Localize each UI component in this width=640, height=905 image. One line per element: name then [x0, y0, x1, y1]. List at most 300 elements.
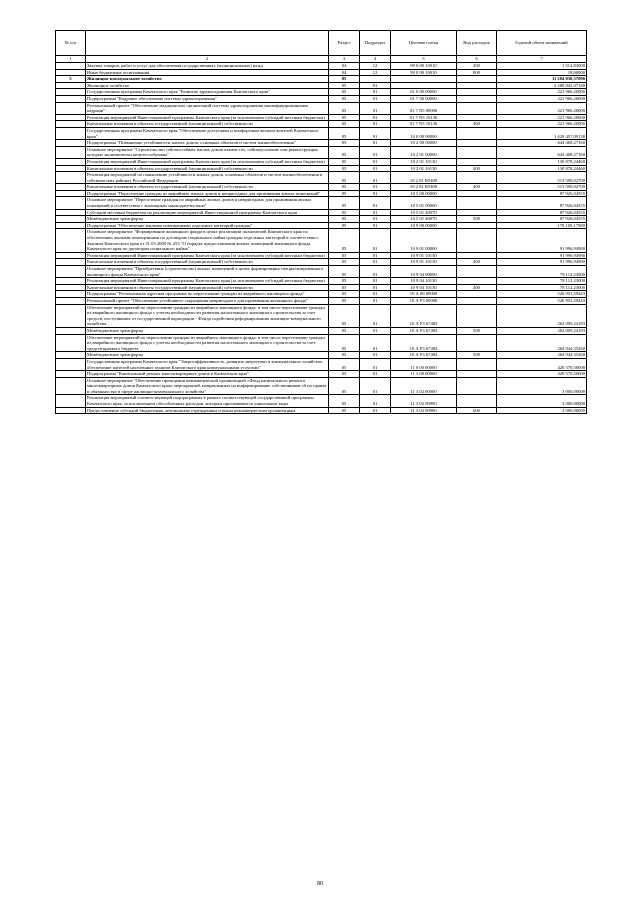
table-row [56, 284, 587, 291]
cell-article: 10 2 00 00000 [391, 140, 457, 147]
cell-name: Капитальные вложения в объекты государственной (муниципальной) собственности [86, 121, 329, 128]
table-row [56, 407, 587, 414]
cell-podrazdel: 01 [360, 304, 391, 327]
cell-article: 10 5 01 40070 [391, 209, 457, 216]
cell-name: Капитальные вложения в объекты государственной (муниципальной) собственности [86, 284, 329, 291]
cell-razdel: 04 [329, 69, 360, 76]
cell-name: Капитальные вложения в объекты государственной (муниципальной) собственности [86, 165, 329, 172]
cell-sum: 264 944,35260 [497, 334, 587, 352]
cell-article: 01 7 N5 00000 [391, 102, 457, 114]
column-number: 3 [329, 56, 360, 63]
cell-razdel: 05 [329, 114, 360, 121]
table-row [56, 297, 587, 304]
cell-sum: 78 112,23000 [497, 266, 587, 278]
cell-sum: 420 570,50000 [497, 371, 587, 378]
cell-row-number [56, 407, 86, 414]
cell-podrazdel: 01 [360, 102, 391, 114]
cell-vid [457, 158, 497, 165]
cell-row-number [56, 69, 86, 76]
cell-name: Региональный проект "Обеспечение устойчивого сокращения непригодного для проживания жилищного фонда" [86, 297, 329, 304]
cell-razdel: 05 [329, 127, 360, 139]
cell-vid [457, 114, 497, 121]
cell-row-number [56, 222, 86, 229]
cell-vid [457, 209, 497, 216]
cell-podrazdel: 01 [360, 327, 391, 334]
cell-razdel: 05 [329, 76, 360, 83]
cell-sum: 87 926,04555 [497, 190, 587, 197]
cell-article: 10 9 04 10130 [391, 284, 457, 291]
cell-sum: 1 429 457,09138 [497, 127, 587, 139]
table-row [56, 371, 587, 378]
cell-row-number [56, 89, 86, 96]
cell-name: Предоставление субсидий бюджетным, автономным учреждениям и иным некоммерческим организациям [86, 407, 329, 414]
cell-sum: 221 966,20000 [497, 114, 587, 121]
cell-vid [457, 252, 497, 259]
header-no: № п/п [56, 31, 86, 56]
cell-name: Жилищно-коммунальное хозяйство [86, 76, 329, 83]
table-row [56, 165, 587, 172]
cell-sum: 3 000,00000 [497, 377, 587, 395]
cell-podrazdel: 01 [360, 395, 391, 407]
cell-name: Региональный проект "Обеспечение медицинских организаций системы здравоохранения квалифицированными кадрами" [86, 102, 329, 114]
cell-name: Подпрограмма "Кадровое обеспечение системы здравоохранения" [86, 95, 329, 102]
cell-vid [457, 102, 497, 114]
cell-sum: 262 009,24183 [497, 304, 587, 327]
cell-row-number [56, 352, 86, 359]
cell-razdel: 05 [329, 209, 360, 216]
cell-article: 10 А F3 67483 [391, 327, 457, 334]
cell-name: Реализация мероприятий Инвестиционной программы Камчатского края (за исключением субсидий местным бюджетам) [86, 278, 329, 285]
cell-row-number [56, 266, 86, 278]
cell-sum: 91 996,94980 [497, 259, 587, 266]
cell-vid [457, 222, 497, 229]
cell-razdel: 05 [329, 284, 360, 291]
cell-name: Закупка товаров, работ и услуг для обеспечения государственных (муниципальных) нужд [86, 63, 329, 70]
cell-vid [457, 197, 497, 209]
table-row [56, 259, 587, 266]
cell-sum: 3 000,00000 [497, 395, 587, 407]
cell-name: Реализация мероприятий по повышению устойчивости жилых домов, основных объектов и систем жизнеобеспечения в сейсмических районах Российской Федерации [86, 172, 329, 184]
cell-name: Основное мероприятие "Формирование жилищного фонда в целях реализации полномочий Камчатского края по обеспечению жилыми помещениями по договорам социального найма граждан отдельных категорий в соответствии с Законом Камчатского края от 31.03.2009 № 253 "О порядке предоставления жилых помещений жилищного фонда Камчатского края по договорам социального найма" [86, 229, 329, 252]
cell-vid [457, 229, 497, 252]
cell-row-number [56, 190, 86, 197]
column-number: 5 [391, 56, 457, 63]
cell-razdel: 05 [329, 266, 360, 278]
cell-razdel: 05 [329, 140, 360, 147]
cell-podrazdel: 01 [360, 259, 391, 266]
cell-row-number [56, 291, 86, 298]
cell-podrazdel: 01 [360, 158, 391, 165]
cell-sum: 2 280 042,07180 [497, 82, 587, 89]
table-row [56, 76, 587, 83]
cell-vid [457, 278, 497, 285]
cell-article: 11 3 02 09990 [391, 395, 457, 407]
cell-podrazdel: 01 [360, 334, 391, 352]
page-number: 80 [317, 881, 323, 887]
cell-podrazdel: 01 [360, 121, 391, 128]
cell-razdel: 05 [329, 327, 360, 334]
cell-sum: 262 009,24183 [497, 327, 587, 334]
cell-name: Подпрограмма "Региональная адресная программа по переселению граждан из аварийного жилищного фонда" [86, 291, 329, 298]
cell-podrazdel: 01 [360, 229, 391, 252]
cell-vid [457, 304, 497, 327]
cell-row-number [56, 259, 86, 266]
cell-podrazdel: 01 [360, 377, 391, 395]
cell-row-number [56, 252, 86, 259]
cell-podrazdel: 01 [360, 127, 391, 139]
table-row [56, 327, 587, 334]
cell-row-number: 5 [56, 76, 86, 83]
cell-sum: 513 590,02700 [497, 172, 587, 184]
cell-vid: 400 [457, 184, 497, 191]
cell-article: 10 9 00 00000 [391, 222, 457, 229]
cell-razdel: 05 [329, 89, 360, 96]
cell-podrazdel [360, 76, 391, 83]
column-number: 7 [497, 56, 587, 63]
cell-razdel: 05 [329, 197, 360, 209]
table-row [56, 63, 587, 70]
cell-razdel: 05 [329, 158, 360, 165]
cell-razdel: 05 [329, 190, 360, 197]
cell-vid [457, 82, 497, 89]
cell-podrazdel: 01 [360, 278, 391, 285]
cell-vid [457, 371, 497, 378]
cell-podrazdel: 01 [360, 371, 391, 378]
cell-razdel: 05 [329, 297, 360, 304]
cell-name: Основное мероприятие "Приобретение (строительство) жилых помещений в целях формирования специализированного жилищного фонда Камчатского края" [86, 266, 329, 278]
table-row [56, 334, 587, 352]
cell-sum: 91 996,94980 [497, 252, 587, 259]
cell-podrazdel: 01 [360, 352, 391, 359]
cell-razdel: 05 [329, 102, 360, 114]
cell-vid: 500 [457, 352, 497, 359]
cell-article [391, 76, 457, 83]
cell-name: Государственная программа Камчатского края "Обеспечение доступным и комфортным жильем жителей Камчатского края" [86, 127, 329, 139]
table-row [56, 89, 587, 96]
cell-vid: 500 [457, 216, 497, 223]
cell-name: Основное мероприятие "Переселение граждан из аварийных жилых домов и непригодных для проживания жилых помещений в соответствии с жилищным законодательством" [86, 197, 329, 209]
column-number: 2 [86, 56, 329, 63]
cell-article: 10 9 01 10130 [391, 252, 457, 259]
cell-name: Жилищное хозяйство [86, 82, 329, 89]
cell-name: Межбюджетные трансферты [86, 216, 329, 223]
cell-name: Основное мероприятие "Обеспечение проведения некоммерческой организацией «Фонд капитального ремонта многоквартирных домов Камчатского края» мероприятий, направленных на информирование собственников об их правах и обязанностях в сфере жилищно-коммунального хозяйства" [86, 377, 329, 395]
cell-razdel: 05 [329, 184, 360, 191]
cell-razdel: 05 [329, 395, 360, 407]
cell-article: 10 А F3 00000 [391, 297, 457, 304]
table-row [56, 291, 587, 298]
cell-razdel: 05 [329, 252, 360, 259]
cell-vid [457, 291, 497, 298]
cell-row-number [56, 216, 86, 223]
cell-article: 10 9 04 10130 [391, 278, 457, 285]
cell-sum: 78 112,23000 [497, 284, 587, 291]
cell-row-number [56, 172, 86, 184]
cell-razdel: 05 [329, 278, 360, 285]
cell-name: Государственная программа Камчатского края "Энергоэффективность, развитие энергетики и коммунального хозяйства, обеспечение жителей населенных пунктов Камчатского края коммунальными услугами" [86, 358, 329, 370]
cell-sum: 644 468,27160 [497, 140, 587, 147]
cell-article: 10 2 01 10130 [391, 165, 457, 172]
cell-sum: 513 590,02700 [497, 184, 587, 191]
cell-podrazdel: 01 [360, 297, 391, 304]
cell-sum: 221 966,20000 [497, 121, 587, 128]
cell-row-number [56, 358, 86, 370]
cell-article: 99 0 00 10010 [391, 69, 457, 76]
cell-name: Межбюджетные трансферты [86, 327, 329, 334]
cell-vid [457, 266, 497, 278]
cell-sum: 264 944,35260 [497, 352, 587, 359]
table-body [56, 63, 587, 414]
cell-article: 10 5 01 40070 [391, 216, 457, 223]
cell-podrazdel: 01 [360, 407, 391, 414]
cell-name: Реализация мероприятий Инвестиционной программы Камчатского края (за исключением субсидий местным бюджетам) [86, 252, 329, 259]
cell-row-number [56, 304, 86, 327]
cell-name: Субсидии местным бюджетам на реализацию мероприятий Инвестиционной программы Камчатского края [86, 209, 329, 216]
cell-article: 11 3 02 09990 [391, 407, 457, 414]
cell-podrazdel: 01 [360, 140, 391, 147]
cell-article: 10 2 01 R5400 [391, 184, 457, 191]
cell-podrazdel: 01 [360, 252, 391, 259]
cell-razdel: 05 [329, 352, 360, 359]
cell-row-number [56, 284, 86, 291]
cell-sum: 87 926,04555 [497, 216, 587, 223]
cell-row-number [56, 165, 86, 172]
cell-row-number [56, 327, 86, 334]
cell-article: 10 9 04 00000 [391, 266, 457, 278]
cell-vid [457, 172, 497, 184]
table-row [56, 82, 587, 89]
cell-razdel: 05 [329, 377, 360, 395]
cell-razdel: 05 [329, 146, 360, 158]
cell-vid: 600 [457, 407, 497, 414]
cell-article: 01 0 00 00000 [391, 89, 457, 96]
cell-vid [457, 127, 497, 139]
cell-row-number [56, 297, 86, 304]
cell-article: 10 А F3 67484 [391, 334, 457, 352]
cell-row-number [56, 377, 86, 395]
cell-sum: 644 468,27160 [497, 146, 587, 158]
column-number: 6 [457, 56, 497, 63]
table-row [56, 121, 587, 128]
cell-row-number [56, 184, 86, 191]
cell-row-number [56, 127, 86, 139]
cell-article [391, 82, 457, 89]
cell-vid [457, 358, 497, 370]
cell-vid [457, 297, 497, 304]
cell-podrazdel: 01 [360, 146, 391, 158]
cell-sum: 87 926,04555 [497, 197, 587, 209]
cell-article: 10 2 01 00000 [391, 146, 457, 158]
cell-razdel: 05 [329, 95, 360, 102]
cell-sum: 11 284 030,57096 [497, 76, 587, 83]
table-row [56, 377, 587, 395]
table-row [56, 127, 587, 139]
table-row [56, 229, 587, 252]
table-row [56, 304, 587, 327]
cell-article: 10 9 01 10130 [391, 259, 457, 266]
cell-razdel: 05 [329, 82, 360, 89]
cell-podrazdel: 01 [360, 358, 391, 370]
cell-name: Обеспечение мероприятий по переселению граждан из аварийного жилищного фонда, в том числе переселению граждан из аварийного жилищного фонда с учетом необходимости развития малоэтажного жилищного строительства за счет средств краевого бюджета [86, 334, 329, 352]
cell-razdel: 05 [329, 334, 360, 352]
cell-sum: 18,00000 [497, 69, 587, 76]
cell-article: 99 0 00 10010 [391, 63, 457, 70]
cell-sum: 526 953,59443 [497, 297, 587, 304]
cell-article: 11 3 00 00000 [391, 371, 457, 378]
cell-razdel: 05 [329, 172, 360, 184]
cell-row-number [56, 197, 86, 209]
cell-sum: 420 570,50000 [497, 358, 587, 370]
cell-row-number [56, 229, 86, 252]
header-name [86, 31, 329, 56]
cell-name: Реализация мероприятий Инвестиционной программы Камчатского края (за исключением субсидий местным бюджетам) [86, 114, 329, 121]
cell-vid: 400 [457, 284, 497, 291]
cell-podrazdel: 01 [360, 165, 391, 172]
cell-name: Подпрограмма "Капитальный ремонт многоквартирных домов в Камчатском крае" [86, 371, 329, 378]
cell-name: Государственная программа Камчатского края "Развитие здравоохранения Камчатского края" [86, 89, 329, 96]
table-row [56, 222, 587, 229]
cell-podrazdel: 01 [360, 114, 391, 121]
cell-podrazdel: 01 [360, 222, 391, 229]
cell-razdel: 05 [329, 229, 360, 252]
cell-article: 01 7 N5 10130 [391, 121, 457, 128]
cell-article: 10 А F3 67483 [391, 304, 457, 327]
cell-row-number [56, 158, 86, 165]
cell-sum: 130 878,24460 [497, 158, 587, 165]
table-row [56, 69, 587, 76]
cell-article: 10 А 00 00000 [391, 291, 457, 298]
cell-podrazdel: 12 [360, 63, 391, 70]
budget-table [55, 30, 587, 414]
cell-vid: 400 [457, 259, 497, 266]
cell-row-number [56, 209, 86, 216]
cell-podrazdel: 01 [360, 95, 391, 102]
cell-sum: 526 953,59443 [497, 291, 587, 298]
cell-razdel: 05 [329, 121, 360, 128]
cell-vid [457, 146, 497, 158]
cell-vid [457, 76, 497, 83]
cell-article: 01 7 00 00000 [391, 95, 457, 102]
table-row [56, 358, 587, 370]
header-article: Целевая статья [391, 31, 457, 56]
cell-vid [457, 377, 497, 395]
cell-row-number [56, 146, 86, 158]
cell-row-number [56, 95, 86, 102]
cell-article: 10 9 01 00000 [391, 229, 457, 252]
cell-vid: 400 [457, 165, 497, 172]
column-number-row [56, 56, 587, 63]
table-row [56, 146, 587, 158]
cell-razdel: 05 [329, 358, 360, 370]
cell-name: Капитальные вложения в объекты государственной (муниципальной) собственности [86, 184, 329, 191]
cell-vid: 800 [457, 69, 497, 76]
table-row [56, 158, 587, 165]
cell-vid: 200 [457, 63, 497, 70]
cell-podrazdel: 01 [360, 172, 391, 184]
budget-table-page [55, 30, 586, 414]
cell-sum: 3 000,00000 [497, 407, 587, 414]
cell-row-number [56, 395, 86, 407]
table-row [56, 190, 587, 197]
cell-article: 01 7 N5 10130 [391, 114, 457, 121]
cell-vid [457, 140, 497, 147]
table-row [56, 102, 587, 114]
cell-podrazdel: 01 [360, 89, 391, 96]
cell-vid: 400 [457, 121, 497, 128]
table-row [56, 114, 587, 121]
cell-article: 11 0 00 00000 [391, 358, 457, 370]
cell-vid: 500 [457, 327, 497, 334]
cell-article: 10 2 01 10130 [391, 158, 457, 165]
cell-article: 10 А F3 67484 [391, 352, 457, 359]
cell-razdel: 05 [329, 304, 360, 327]
cell-podrazdel: 01 [360, 209, 391, 216]
cell-sum: 221 966,20000 [497, 102, 587, 114]
cell-vid [457, 190, 497, 197]
table-row [56, 172, 587, 184]
cell-razdel: 05 [329, 165, 360, 172]
table-row [56, 352, 587, 359]
cell-row-number [56, 140, 86, 147]
cell-vid [457, 395, 497, 407]
cell-vid [457, 95, 497, 102]
cell-sum: 221 966,20000 [497, 89, 587, 96]
cell-vid [457, 89, 497, 96]
cell-name: Реализация мероприятий Инвестиционной программы Камчатского края (за исключением субсидий местным бюджетам) [86, 158, 329, 165]
cell-name: Капитальные вложения в объекты государственной (муниципальной) собственности [86, 259, 329, 266]
cell-razdel: 05 [329, 407, 360, 414]
table-row [56, 140, 587, 147]
cell-sum: 91 996,94980 [497, 229, 587, 252]
table-row [56, 395, 587, 407]
cell-podrazdel: 01 [360, 184, 391, 191]
header-volume: Годовой объем назначений [497, 31, 587, 56]
cell-podrazdel: 12 [360, 69, 391, 76]
cell-row-number [56, 102, 86, 114]
table-row [56, 252, 587, 259]
cell-razdel: 04 [329, 63, 360, 70]
cell-podrazdel: 01 [360, 82, 391, 89]
cell-name: Подпрограмма "Повышение устойчивости жилых домов, основных объектов и систем жизнеобеспечения" [86, 140, 329, 147]
cell-sum: 78 112,23000 [497, 278, 587, 285]
cell-name: Межбюджетные трансферты [86, 352, 329, 359]
table-row [56, 216, 587, 223]
table-row [56, 266, 587, 278]
table-row [56, 95, 587, 102]
cell-row-number [56, 82, 86, 89]
cell-sum: 170 109,17980 [497, 222, 587, 229]
cell-razdel: 05 [329, 291, 360, 298]
cell-row-number [56, 371, 86, 378]
cell-razdel: 05 [329, 259, 360, 266]
cell-row-number [56, 63, 86, 70]
cell-article: 10 5 01 00000 [391, 197, 457, 209]
cell-sum: 87 926,04555 [497, 209, 587, 216]
header-razdel: Раздел [329, 31, 360, 56]
cell-row-number [56, 121, 86, 128]
cell-article: 10 0 00 00000 [391, 127, 457, 139]
cell-name: Иные бюджетные ассигнования [86, 69, 329, 76]
cell-row-number [56, 278, 86, 285]
cell-podrazdel: 01 [360, 291, 391, 298]
table-row [56, 278, 587, 285]
header-podrazdel: Подраздел [360, 31, 391, 56]
cell-name: Реализация мероприятий соответствующей подпрограммы в рамках соответствующей государственной программы Камчатского края, за исключением обособленных расходов, которым присваиваются уникальные коды [86, 395, 329, 407]
cell-sum: 221 966,20000 [497, 95, 587, 102]
table-header-row [56, 31, 587, 56]
cell-article: 11 3 02 00000 [391, 377, 457, 395]
cell-article: 10 2 01 R5400 [391, 172, 457, 184]
